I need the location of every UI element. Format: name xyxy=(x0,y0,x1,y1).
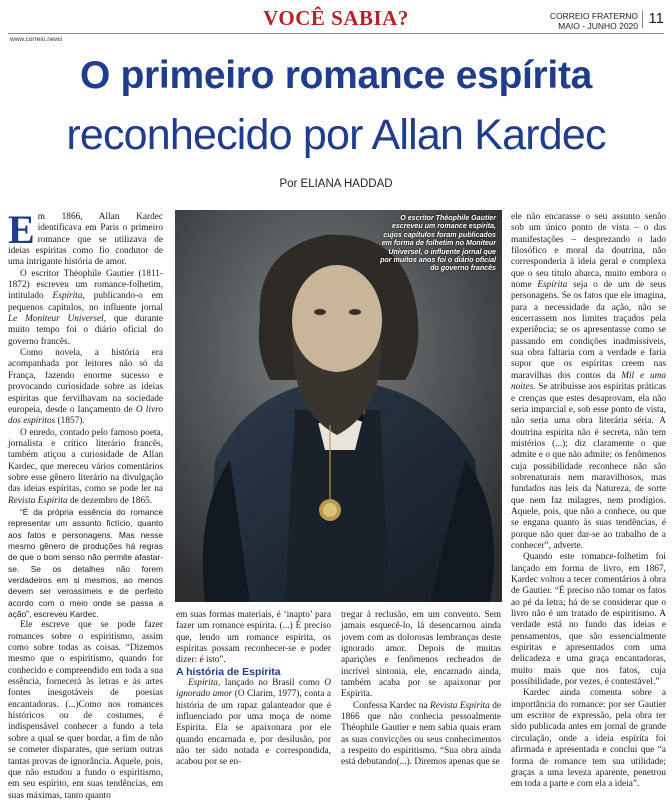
headline-line-1: O primeiro romance espírita xyxy=(79,54,593,97)
byline: Por ELIANA HADDAD xyxy=(279,178,393,190)
article-column-2: em suas formas materiais, é ‘inapto’ para fazer um romance espírita. (...) É preciso que, lendo um romance espírita, os espíritas possam reconhecer-se e poder dizer: é isto”. A história de Espírita Espírita, lançado no Brasil como O ignorado amor (O Clarim, 1977), conta a história de um rapaz galanteador que é influenciado por uma moça de nome Espírita. Ela se apaixonara por ele quando encarnada e, por desilusão, por não ter sido notada e correspondida, acabou por se en- xyxy=(176,610,331,768)
article-column-4: ele não encarasse o seu assunto senão sob um único ponto de vista – o das manifestações – desprezando o lado filosófico e moral da doutrina, não corresponderia à ideia geral e complexa que o seu título abarca, muito embora o nome Espírita seja o de um de seus personagens. Se os fatos que ele imagina, para a necessidade da ação, não se encerrassem nos limites traçados pela experiência; se os apresentasse como se passando em condições inadmissíveis, sua obra faltaria com a verdade e faria supor que os espíritas creem nas maravilhas dos contos da Mil e uma noites. Se atribuísse aos espíritas práticas e crenças que estes desaprovam, ela não seria imparcial e, sob esse ponto de vista, não seria uma obra literária séria. A doutrina espírita não é secreta, não tem mistérios (...); diz claramente o que admite e o que não admite; os fenômenos cuja possibilidade reconhece não são sobrenaturais nem maravilhosos, mas fundados nas leis da Natureza, de sorte que nem faz milagres, nem prodígios. Aquele, pois, que não a conhece, ou que se engana quanto às suas tendências, é porque não quer dar-se ao trabalho de a conhecer”, adverte. Quando este romance-folhetim foi lançado em forma de livro, em 1867, Kardec voltou a tecer comentários à obra de Gautier. “É preciso não tomar os fatos ao pé da letra; há de se considerar que o livro não é um tratado de espiritismo. A verdade está no fundo das ideias e pensamentos, que são essencialmente espíritas e apresentados com uma delicadeza e uma graça encantadoras, muito mais que nos fatos, cuja possibilidade, por vezes, é contestável.” Kardec ainda comenta sobre a importância do romance: por ser Gautier um escritor de expressão, pela obra ter sido publicada antes em jornal de grande circulação, onde a ideia espírita foi afirmada e apresentada e conclui que “a forma de romance tem sua utilidade; graças a uma leveza aparente, penetrou em toda a parte e com ela a ideia”. xyxy=(511,212,666,790)
section-title: VOCÊ SABIA? xyxy=(263,6,409,30)
page-number: 11 xyxy=(642,10,664,28)
headline-line-2: reconhecido por Allan Kardec xyxy=(66,111,606,159)
photo-caption: O escritor Théophile Gautier escreveu um romance espírita, cujos capítulos foram publicados em forma de folhetim no Moniteur Universel, o influente jornal que por muitos anos foi o diário oficial do governo francês xyxy=(380,214,496,273)
article-column-3: tregar à reclusão, em um convento. Sem jamais esquecê-lo, lá desencarnou ainda jovem com as dolorosas lembranças deste ignorado amor. Depois de muitas aparições e fenômenos recheados de incrível sintonia, ele, encarnado ainda, também acaba por se apaixonar por Espírita. Confessa Kardec na Revista Espírita de 1866 que não conhecia pessoalmente Théophile Gautier e nem sabia quais eram as suas convicções ou seus conhecimentos a respeito do espiritismo. “Sua obra ainda está debutando(...). Diremos apenas que se xyxy=(341,610,501,768)
issue-date: MAIO - JUNHO 2020 xyxy=(558,21,638,31)
publication-name: CORREIO FRATERNO xyxy=(549,11,638,21)
portrait-photo xyxy=(175,210,502,602)
header-rule xyxy=(8,33,664,34)
drop-cap: E xyxy=(8,207,35,252)
site-url: www.correio.news xyxy=(10,36,63,43)
article-column-1: Em 1866, Allan Kardec identificava em Paris o primeiro romance que se utilizava de ideias espíritas como fio condutor de uma intrigante história de amor. O escritor Théophile Gautier (1811-1872) escreveu um romance-folhetim, intitulado Espírita, publicando-o em pequenos capítulos, no influente jornal Le Moniteur Universel, que durante muito tempo foi o diário oficial do governo francês. Como novela, a história era acompanhada por leitores não só da França, fazendo enorme sucesso e provocando curiosidade sobre as ideias espíritas que fervilhavam na sociedade europeia, desde o lançamento de O livro dos espíritos (1857). O enredo, contado pelo famoso poeta, jornalista e crítico literário francês, também atiçou a curiosidade de Allan Kardec, que mereceu vários comentários sobre esse gênero literário na divulgação das ideias espíritas, como se pode ler na Revista Espírita de dezembro de 1865. “É da própria essência do romance representar um assunto fictício, quanto aos fatos e personagens. Mas nesse mesmo gênero de produções há regras de que o bom senso não permite afastar-se. Se os detalhes não forem verdadeiros em si mesmos, ao menos devem ser verossímeis e de perfeito acordo com o meio onde se passa a ação”, escreveu Kardec. Ele escreve que se pode fazer romances sobre o espiritismo, assim como sobre todas as coisas. “Dizemos mesmo que o espiritismo, quando for conhecido e compreendido em toda a sua essência, fornecerá às letras e às artes fontes inesgotáveis de poesias encantadoras. (...)Como nos romances históricos ou de costumes, é indispensável conhecer a fundo a tela sobre a qual se quer bordar, a fim de não se cometer disparates, que seriam outras tantas provas de ignorância. Aquele, pois, que não estudou a fundo o espiritismo, em seu espírito, em suas tendências, em suas máximas, tanto quanto xyxy=(8,207,163,801)
publication-info xyxy=(550,11,638,31)
subhead: A história de Espírita xyxy=(176,665,281,678)
